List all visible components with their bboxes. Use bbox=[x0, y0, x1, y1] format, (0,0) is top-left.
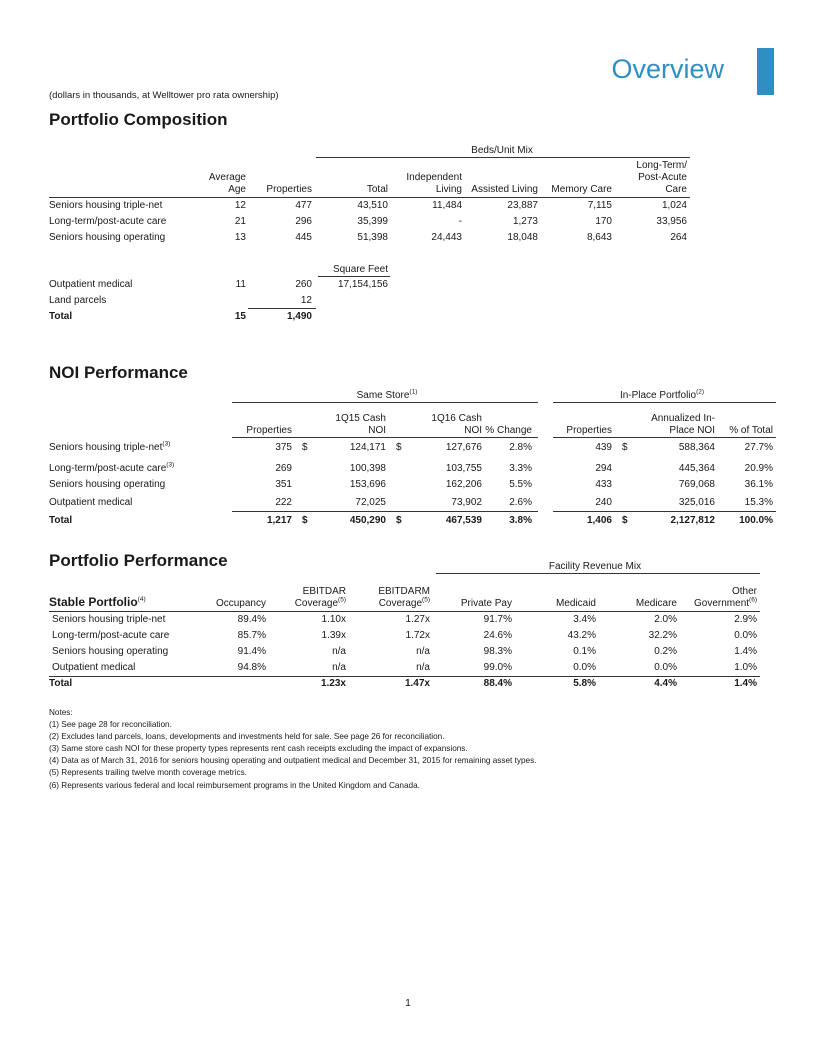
total-label: Total bbox=[49, 311, 73, 322]
table-cell: Occupancy bbox=[215, 598, 266, 609]
table-cell: 2.0% bbox=[654, 614, 677, 625]
group-header-rule bbox=[316, 157, 690, 158]
table-cell: 12 bbox=[300, 295, 312, 306]
row-label: Seniors housing operating bbox=[52, 646, 169, 657]
table-cell: Post-Acute bbox=[638, 172, 687, 183]
footnote: (4) Data as of March 31, 2016 for seniors housing operating and outpatient medical and December 31, 2015 for remaining asset types. bbox=[49, 756, 537, 766]
table-cell: 127,676 bbox=[445, 442, 482, 453]
table-cell: 1.10x bbox=[321, 614, 346, 625]
currency-symbol: $ bbox=[622, 515, 628, 526]
subtotal-rule bbox=[248, 308, 316, 309]
performance-title: Portfolio Performance bbox=[49, 551, 228, 570]
table-cell: % Change bbox=[485, 425, 532, 436]
footnote-marker: (1) bbox=[409, 388, 418, 396]
table-cell: 100.0% bbox=[739, 515, 773, 526]
row-label: Seniors housing triple-net$^{(3)}$ bbox=[49, 440, 171, 453]
units-note: (dollars in thousands, at Welltower pro rata ownership) bbox=[49, 90, 279, 101]
table-cell: 1.4% bbox=[734, 646, 757, 657]
table-cell: Government$^{(6)}$ bbox=[694, 596, 757, 609]
table-cell: 1.23x bbox=[320, 678, 346, 689]
table-cell: 0.1% bbox=[573, 646, 596, 657]
same-store-header: Same Store$^{(1)}$ bbox=[356, 388, 418, 401]
table-cell: 3.3% bbox=[509, 463, 532, 474]
table-cell: n/a bbox=[332, 662, 346, 673]
table-cell: 153,696 bbox=[349, 479, 386, 490]
table-cell: 43.2% bbox=[567, 630, 596, 641]
row-label: Seniors housing operating bbox=[49, 232, 166, 243]
table-cell: 20.9% bbox=[744, 463, 773, 474]
table-cell: Living bbox=[435, 184, 462, 195]
table-cell: 43,510 bbox=[357, 200, 388, 211]
in-place-header: In-Place Portfolio$^{(2)}$ bbox=[619, 388, 705, 401]
table-cell: 23,887 bbox=[507, 200, 538, 211]
table-cell: 439 bbox=[595, 442, 612, 453]
table-cell: - bbox=[458, 216, 462, 227]
footnote: (5) Represents trailing twelve month coverage metrics. bbox=[49, 768, 247, 778]
table-cell: 89.4% bbox=[237, 614, 266, 625]
table-cell: 1Q16 Cash bbox=[431, 413, 482, 424]
table-cell: 375 bbox=[275, 442, 292, 453]
facility-mix-rule bbox=[436, 573, 760, 574]
header-rule bbox=[49, 197, 690, 198]
row-label: Outpatient medical bbox=[49, 279, 133, 290]
table-cell: 0.0% bbox=[654, 662, 677, 673]
table-cell: 88.4% bbox=[483, 678, 512, 689]
table-cell: 588,364 bbox=[678, 442, 715, 453]
table-cell: 0.2% bbox=[654, 646, 677, 657]
table-cell: 1.27x bbox=[405, 614, 430, 625]
row-label: Outpatient medical bbox=[52, 662, 136, 673]
table-cell: 100,398 bbox=[349, 463, 386, 474]
notes-heading: Notes: bbox=[49, 708, 73, 717]
table-cell: Care bbox=[665, 184, 687, 195]
table-cell: 477 bbox=[295, 200, 312, 211]
header-rule bbox=[553, 437, 776, 438]
table-cell: 2.8% bbox=[509, 442, 532, 453]
footnote-marker: (3) bbox=[162, 440, 171, 448]
table-cell: Private Pay bbox=[460, 598, 512, 609]
table-cell: 1.4% bbox=[734, 678, 757, 689]
table-cell: 1,406 bbox=[586, 515, 612, 526]
footnote-marker: (5) bbox=[338, 596, 346, 604]
table-cell: 35,399 bbox=[357, 216, 388, 227]
table-cell: NOI bbox=[464, 425, 482, 436]
page-number: 1 bbox=[405, 998, 411, 1009]
table-cell: Average bbox=[208, 172, 246, 183]
currency-symbol: $ bbox=[302, 515, 308, 526]
table-cell: 12 bbox=[234, 200, 246, 211]
row-label: Land parcels bbox=[49, 295, 107, 306]
table-cell: 24.6% bbox=[483, 630, 512, 641]
total-label: Total bbox=[49, 515, 73, 526]
table-cell: 260 bbox=[295, 279, 312, 290]
table-cell: 240 bbox=[595, 497, 612, 508]
table-cell: 15 bbox=[234, 311, 246, 322]
table-cell: 2.9% bbox=[734, 614, 757, 625]
footnote-marker: (4) bbox=[137, 596, 146, 603]
table-cell: Properties bbox=[566, 425, 612, 436]
accent-bar bbox=[757, 48, 774, 95]
subtotal-rule bbox=[553, 511, 776, 512]
currency-symbol: $ bbox=[396, 515, 402, 526]
table-cell: 18,048 bbox=[507, 232, 538, 243]
table-cell: 467,539 bbox=[445, 515, 482, 526]
table-cell: 7,115 bbox=[587, 200, 612, 211]
table-cell: EBITDARM bbox=[378, 586, 430, 597]
table-cell: 296 bbox=[295, 216, 312, 227]
table-cell: 32.2% bbox=[648, 630, 677, 641]
table-cell: Assisted Living bbox=[471, 184, 538, 195]
table-cell: Independent bbox=[406, 172, 462, 183]
table-cell: NOI bbox=[368, 425, 386, 436]
table-cell: 98.3% bbox=[483, 646, 512, 657]
table-cell: Coverage$^{(5)}$ bbox=[294, 596, 346, 609]
row-label: Long-term/post-acute care bbox=[49, 216, 167, 227]
table-cell: 5.5% bbox=[509, 479, 532, 490]
table-cell: EBITDAR bbox=[302, 586, 346, 597]
table-cell: 36.1% bbox=[744, 479, 773, 490]
table-cell: 21 bbox=[234, 216, 246, 227]
table-cell: 264 bbox=[670, 232, 687, 243]
header-rule bbox=[232, 437, 538, 438]
table-cell: 351 bbox=[275, 479, 292, 490]
table-cell: Properties bbox=[266, 184, 312, 195]
table-cell: 170 bbox=[595, 216, 612, 227]
table-cell: Properties bbox=[246, 425, 292, 436]
table-cell: 27.7% bbox=[744, 442, 773, 453]
table-cell: 0.0% bbox=[734, 630, 757, 641]
table-cell: 94.8% bbox=[237, 662, 266, 673]
table-cell: Total bbox=[366, 184, 388, 195]
table-cell: 51,398 bbox=[357, 232, 388, 243]
footnote: (1) See page 28 for reconciliation. bbox=[49, 720, 172, 730]
table-cell: Long-Term/ bbox=[636, 160, 687, 171]
table-cell: 73,902 bbox=[451, 497, 482, 508]
row-label: Long-term/post-acute care$^{(3)}$ bbox=[49, 461, 175, 474]
table-cell: 124,171 bbox=[349, 442, 386, 453]
table-cell: 325,016 bbox=[678, 497, 715, 508]
row-label: Seniors housing operating bbox=[49, 479, 166, 490]
footnote: (6) Represents various federal and local reimbursement programs in the United Kingdom and Canada. bbox=[49, 780, 420, 790]
footnote: (2) Excludes land parcels, loans, developments and investments held for sale. See page 26 for reconciliation. bbox=[49, 732, 445, 742]
composition-title: Portfolio Composition bbox=[49, 110, 228, 129]
table-cell: n/a bbox=[332, 646, 346, 657]
sqft-rule bbox=[318, 276, 390, 277]
table-cell: 17,154,156 bbox=[337, 279, 388, 290]
table-cell: 1.39x bbox=[321, 630, 346, 641]
table-cell: 72,025 bbox=[355, 497, 386, 508]
table-cell: 1.72x bbox=[405, 630, 430, 641]
footnote: (3) Same store cash NOI for these property types represents rent cash receipts excluding the impact of expansions. bbox=[49, 744, 468, 754]
table-cell: Medicaid bbox=[555, 598, 596, 609]
table-cell: 3.4% bbox=[573, 614, 596, 625]
table-cell: 450,290 bbox=[349, 515, 386, 526]
table-cell: 4.4% bbox=[654, 678, 677, 689]
footnote-marker: (5) bbox=[422, 596, 430, 604]
currency-symbol: $ bbox=[302, 442, 308, 453]
table-cell: 222 bbox=[275, 497, 292, 508]
table-cell: 11,484 bbox=[432, 200, 462, 211]
currency-symbol: $ bbox=[396, 442, 402, 453]
noi-title: NOI Performance bbox=[49, 363, 188, 382]
subtotal-rule bbox=[232, 511, 538, 512]
table-cell: 33,956 bbox=[656, 216, 687, 227]
table-cell: Other bbox=[731, 586, 757, 597]
footnote-marker: (6) bbox=[749, 596, 757, 604]
row-label: Seniors housing triple-net bbox=[52, 614, 166, 625]
footnote-marker: (3) bbox=[166, 461, 175, 469]
row-label: Outpatient medical bbox=[49, 497, 133, 508]
table-cell: 2,127,812 bbox=[670, 515, 715, 526]
table-cell: 1.47x bbox=[404, 678, 430, 689]
table-cell: 3.8% bbox=[509, 515, 532, 526]
table-cell: 0.0% bbox=[573, 662, 596, 673]
table-cell: Coverage$^{(5)}$ bbox=[378, 596, 430, 609]
table-cell: n/a bbox=[416, 662, 430, 673]
table-cell: 294 bbox=[595, 463, 612, 474]
table-cell: 2.6% bbox=[509, 497, 532, 508]
table-cell: 1Q15 Cash bbox=[335, 413, 386, 424]
beds-unit-mix-header: Beds/Unit Mix bbox=[471, 145, 533, 156]
table-cell: 769,068 bbox=[678, 479, 715, 490]
table-cell: 91.7% bbox=[483, 614, 512, 625]
total-label: Total bbox=[49, 678, 73, 689]
table-cell: 162,206 bbox=[445, 479, 482, 490]
table-cell: 85.7% bbox=[237, 630, 266, 641]
same-store-rule bbox=[232, 402, 538, 403]
table-cell: Annualized In- bbox=[651, 413, 715, 424]
table-cell: 445,364 bbox=[678, 463, 715, 474]
table-cell: 1.0% bbox=[734, 662, 757, 673]
table-cell: Memory Care bbox=[551, 184, 612, 195]
currency-symbol: $ bbox=[622, 442, 628, 453]
row-label: Seniors housing triple-net bbox=[49, 200, 163, 211]
table-cell: 11 bbox=[235, 279, 246, 290]
header-rule bbox=[49, 611, 760, 612]
in-place-rule bbox=[553, 402, 776, 403]
table-cell: 5.8% bbox=[573, 678, 596, 689]
table-cell: 1,217 bbox=[266, 515, 292, 526]
table-cell: Age bbox=[228, 184, 246, 195]
row-label: Long-term/post-acute care bbox=[52, 630, 170, 641]
table-cell: 24,443 bbox=[431, 232, 462, 243]
subtotal-rule bbox=[49, 676, 760, 677]
table-cell: 269 bbox=[275, 463, 292, 474]
table-cell: 8,643 bbox=[586, 232, 612, 243]
page-title: Overview bbox=[611, 54, 724, 84]
table-cell: 1,490 bbox=[286, 311, 312, 322]
table-cell: 91.4% bbox=[237, 646, 266, 657]
table-cell: 103,755 bbox=[445, 463, 482, 474]
table-cell: n/a bbox=[416, 646, 430, 657]
footnote-marker: (2) bbox=[696, 388, 705, 396]
stable-portfolio-label: Stable Portfolio$^{(4)}$ bbox=[49, 595, 146, 609]
table-cell: 1,273 bbox=[512, 216, 538, 227]
table-cell: 99.0% bbox=[483, 662, 512, 673]
notes bbox=[49, 707, 536, 792]
table-cell: Medicare bbox=[635, 598, 677, 609]
table-cell: 1,024 bbox=[661, 200, 687, 211]
square-feet-header: Square Feet bbox=[332, 264, 388, 275]
table-cell: Place NOI bbox=[669, 425, 715, 436]
table-cell: % of Total bbox=[729, 425, 773, 436]
facility-revenue-mix-header: Facility Revenue Mix bbox=[548, 561, 642, 572]
table-cell: 433 bbox=[595, 479, 612, 490]
table-cell: 13 bbox=[234, 232, 246, 243]
table-cell: 445 bbox=[295, 232, 312, 243]
table-cell: 15.3% bbox=[744, 497, 773, 508]
